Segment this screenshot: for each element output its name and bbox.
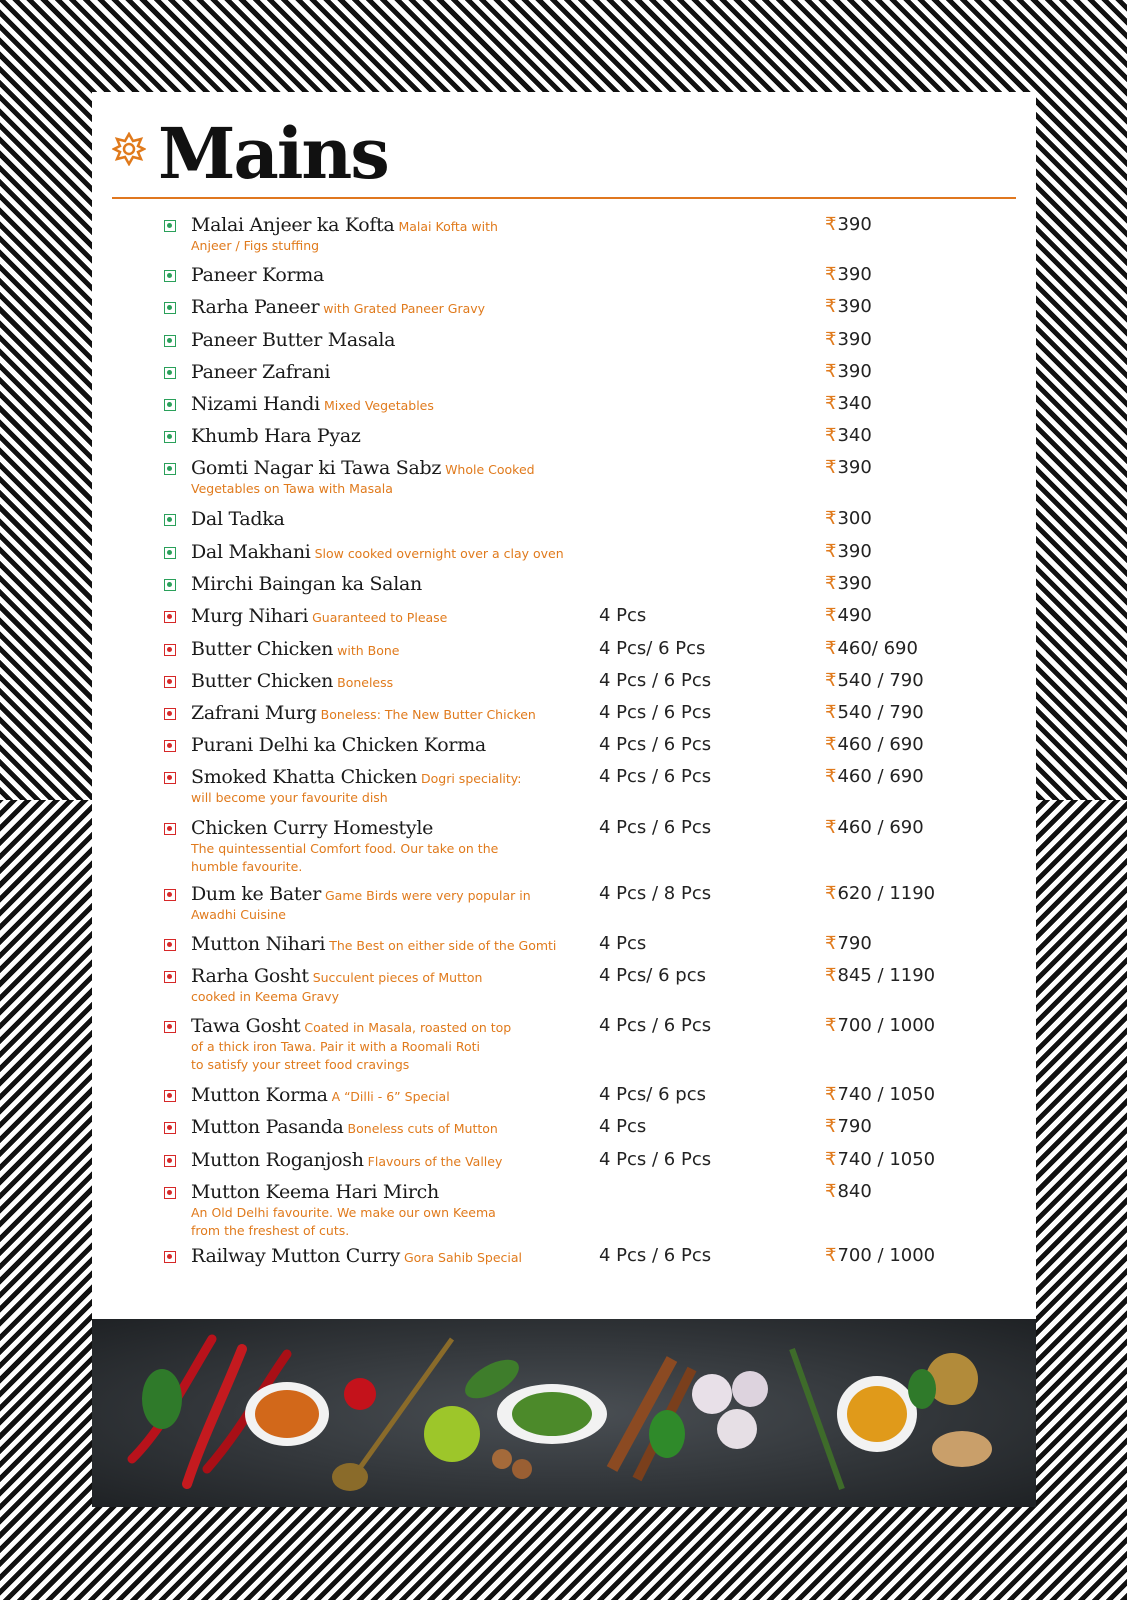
dish-info [191,1180,581,1240]
dish-description-more: will become your favourite dish [191,790,388,805]
dish-name: Paneer Zafrani [191,361,331,383]
dish-description: The Best on either side of the Gomti [329,938,557,953]
menu-panel [92,92,1036,1507]
price-value: 300 [837,508,872,529]
rupee-symbol: ₹ [825,329,837,350]
dish-info [191,733,581,757]
price-value: 790 [837,933,872,954]
dish-description: Slow cooked overnight over a clay oven [314,546,564,561]
veg-icon [164,220,176,232]
dish-info [191,424,581,448]
rupee-symbol: ₹ [825,361,837,382]
nonveg-icon [164,889,176,901]
dish-description: Succulent pieces of Mutton [312,970,483,985]
price-value: 540 / 790 [837,670,924,691]
dish-description: A “Dilli - 6” Special [331,1089,450,1104]
portion-size: 4 Pcs / 6 Pcs [599,702,712,723]
veg-icon [164,367,176,379]
rupee-symbol: ₹ [825,933,837,954]
rupee-symbol: ₹ [825,573,837,594]
dish-name: Mutton Korma [191,1084,328,1106]
portion-size: 4 Pcs / 8 Pcs [599,883,712,904]
flower-icon [112,132,146,166]
rupee-symbol: ₹ [825,508,837,529]
dish-name: Tawa Gosht [191,1015,301,1037]
nonveg-icon [164,1090,176,1102]
dish-info [191,669,581,693]
dish-info [191,816,581,876]
dish-name: Purani Delhi ka Chicken Korma [191,734,486,756]
price-value: 390 [837,457,872,478]
nonveg-icon [164,708,176,720]
rupee-symbol: ₹ [825,457,837,478]
dish-info [191,1083,581,1107]
dish-description: Gora Sahib Special [403,1250,522,1265]
dish-name: Gomti Nagar ki Tawa Sabz [191,457,442,479]
price [825,733,924,757]
rupee-symbol: ₹ [825,734,837,755]
portion-size: 4 Pcs / 6 Pcs [599,817,712,838]
divider [112,197,1016,199]
price-value: 460 / 690 [837,817,924,838]
price-value: 840 [837,1181,872,1202]
dish-name: Mutton Nihari [191,933,326,955]
dish-name: Nizami Handi [191,393,320,415]
price [825,263,872,287]
nonveg-icon [164,1122,176,1134]
price [825,701,924,725]
rupee-symbol: ₹ [825,1149,837,1170]
dish-description-more: The quintessential Comfort food. Our take on the humble favourite. [191,841,499,874]
nonveg-icon [164,611,176,623]
nonveg-icon [164,823,176,835]
price [825,1115,872,1139]
dish-name: Mirchi Baingan ka Salan [191,573,422,595]
rupee-symbol: ₹ [825,541,837,562]
portion-size: 4 Pcs [599,933,647,954]
dish-description: Flavours of the Valley [367,1154,503,1169]
price [825,637,918,661]
rupee-symbol: ₹ [825,965,837,986]
dish-info [191,1115,581,1139]
price-value: 790 [837,1116,872,1137]
rupee-symbol: ₹ [825,883,837,904]
dish-name: Railway Mutton Curry [191,1245,400,1267]
dish-info [191,604,581,628]
dish-name: Dal Tadka [191,508,285,530]
nonveg-icon [164,1021,176,1033]
dish-name: Chicken Curry Homestyle [191,817,434,839]
dish-info [191,882,581,924]
dish-info [191,213,581,255]
price-value: 490 [837,605,872,626]
price [825,1014,935,1038]
dish-description: Dogri speciality: [421,771,522,786]
portion-size: 4 Pcs / 6 Pcs [599,734,712,755]
veg-icon [164,463,176,475]
rupee-symbol: ₹ [825,1181,837,1202]
dish-info [191,328,581,352]
veg-icon [164,514,176,526]
dish-name: Butter Chicken [191,670,334,692]
dish-description: with Bone [337,643,400,658]
price-value: 740 / 1050 [837,1084,936,1105]
dish-description-more: cooked in Keema Gravy [191,989,339,1004]
price [825,964,935,988]
price [825,456,872,480]
dish-info [191,507,581,531]
rupee-symbol: ₹ [825,1015,837,1036]
price-value: 460 / 690 [837,766,924,787]
price [825,328,872,352]
spices-photo [92,1319,1036,1507]
nonveg-icon [164,644,176,656]
price [825,1083,935,1107]
dish-name: Mutton Roganjosh [191,1149,364,1171]
price [825,882,935,906]
price-value: 700 / 1000 [837,1015,936,1036]
price-value: 390 [837,361,872,382]
price [825,1148,935,1172]
price [825,424,872,448]
dish-description-more: of a thick iron Tawa. Pair it with a Roomali Roti to satisfy your street food cravings [191,1039,480,1072]
dish-name: Mutton Keema Hari Mirch [191,1181,439,1203]
dish-description: Malai Kofta with [398,219,498,234]
price-value: 390 [837,329,872,350]
portion-size: 4 Pcs / 6 Pcs [599,766,712,787]
dish-info [191,263,581,287]
dish-name: Paneer Butter Masala [191,329,396,351]
veg-icon [164,431,176,443]
portion-size: 4 Pcs / 6 Pcs [599,1015,712,1036]
price [825,932,872,956]
nonveg-icon [164,1251,176,1263]
dish-description: Guaranteed to Please [312,610,448,625]
dish-name: Butter Chicken [191,638,334,660]
rupee-symbol: ₹ [825,1084,837,1105]
dish-name: Khumb Hara Pyaz [191,425,361,447]
dish-info [191,360,581,384]
rupee-symbol: ₹ [825,817,837,838]
portion-size: 4 Pcs/ 6 pcs [599,1084,706,1105]
nonveg-icon [164,1187,176,1199]
price-value: 390 [837,573,872,594]
dish-description-more: Awadhi Cuisine [191,907,286,922]
veg-icon [164,399,176,411]
dish-info [191,1014,581,1074]
price [825,392,872,416]
dish-name: Dum ke Bater [191,883,321,905]
section-header [112,114,1016,200]
dish-name: Murg Nihari [191,605,309,627]
dish-name: Mutton Pasanda [191,1116,344,1138]
dish-info [191,392,581,416]
dish-name: Malai Anjeer ka Kofta [191,214,395,236]
veg-icon [164,270,176,282]
dish-info [191,572,581,596]
price-value: 460 / 690 [837,734,924,755]
price [825,507,872,531]
price [825,213,872,237]
dish-info [191,540,581,564]
dish-info [191,1244,581,1268]
veg-icon [164,547,176,559]
price-value: 740 / 1050 [837,1149,936,1170]
dish-name: Rarha Paneer [191,296,320,318]
dish-description-more: An Old Delhi favourite. We make our own Keema from the freshest of cuts. [191,1205,496,1238]
portion-size: 4 Pcs [599,1116,647,1137]
dish-description: with Grated Paneer Gravy [323,301,486,316]
dish-description: Coated in Masala, roasted on top [304,1020,512,1035]
rupee-symbol: ₹ [825,425,837,446]
price-value: 700 / 1000 [837,1245,936,1266]
price-value: 620 / 1190 [837,883,936,904]
price-value: 390 [837,264,872,285]
dish-name: Zafrani Murg [191,702,317,724]
portion-size: 4 Pcs / 6 Pcs [599,670,712,691]
price [825,1244,935,1268]
portion-size: 4 Pcs/ 6 pcs [599,965,706,986]
rupee-symbol: ₹ [825,296,837,317]
veg-icon [164,579,176,591]
price-value: 460/ 690 [837,638,918,659]
dish-name: Smoked Khatta Chicken [191,766,418,788]
price [825,765,924,789]
rupee-symbol: ₹ [825,702,837,723]
nonveg-icon [164,1155,176,1167]
price-value: 540 / 790 [837,702,924,723]
portion-size: 4 Pcs / 6 Pcs [599,1149,712,1170]
rupee-symbol: ₹ [825,670,837,691]
price [825,669,924,693]
dish-description: Whole Cooked [445,462,535,477]
price-value: 390 [837,541,872,562]
dish-info [191,295,581,319]
dish-description-more: Vegetables on Tawa with Masala [191,481,393,496]
price-value: 390 [837,214,872,235]
dish-name: Dal Makhani [191,541,311,563]
price [825,572,872,596]
dish-info [191,964,581,1006]
dish-description: Game Birds were very popular in [324,888,531,903]
veg-icon [164,302,176,314]
dish-description: Boneless: The New Butter Chicken [320,707,536,722]
dish-info [191,1148,581,1172]
rupee-symbol: ₹ [825,214,837,235]
nonveg-icon [164,939,176,951]
price-value: 340 [837,393,872,414]
price-value: 340 [837,425,872,446]
dish-name: Rarha Gosht [191,965,309,987]
page-title: Mains [158,112,388,195]
nonveg-icon [164,772,176,784]
price [825,540,872,564]
nonveg-icon [164,676,176,688]
rupee-symbol: ₹ [825,1116,837,1137]
nonveg-icon [164,971,176,983]
rupee-symbol: ₹ [825,1245,837,1266]
dish-info [191,932,581,956]
price [825,1180,872,1204]
portion-size: 4 Pcs / 6 Pcs [599,1245,712,1266]
rupee-symbol: ₹ [825,605,837,626]
price-value: 845 / 1190 [837,965,936,986]
price [825,816,924,840]
dish-description: Boneless [337,675,394,690]
portion-size: 4 Pcs [599,605,647,626]
rupee-symbol: ₹ [825,638,837,659]
rupee-symbol: ₹ [825,393,837,414]
dish-description-more: Anjeer / Figs stuffing [191,238,320,253]
price [825,295,872,319]
dish-info [191,637,581,661]
dish-name: Paneer Korma [191,264,325,286]
dish-description: Boneless cuts of Mutton [347,1121,498,1136]
rupee-symbol: ₹ [825,766,837,787]
dish-description: Mixed Vegetables [323,398,434,413]
price [825,604,872,628]
dish-info [191,456,581,498]
dish-info [191,765,581,807]
rupee-symbol: ₹ [825,264,837,285]
nonveg-icon [164,740,176,752]
price [825,360,872,384]
portion-size: 4 Pcs/ 6 Pcs [599,638,706,659]
dish-info [191,701,581,725]
price-value: 390 [837,296,872,317]
veg-icon [164,335,176,347]
